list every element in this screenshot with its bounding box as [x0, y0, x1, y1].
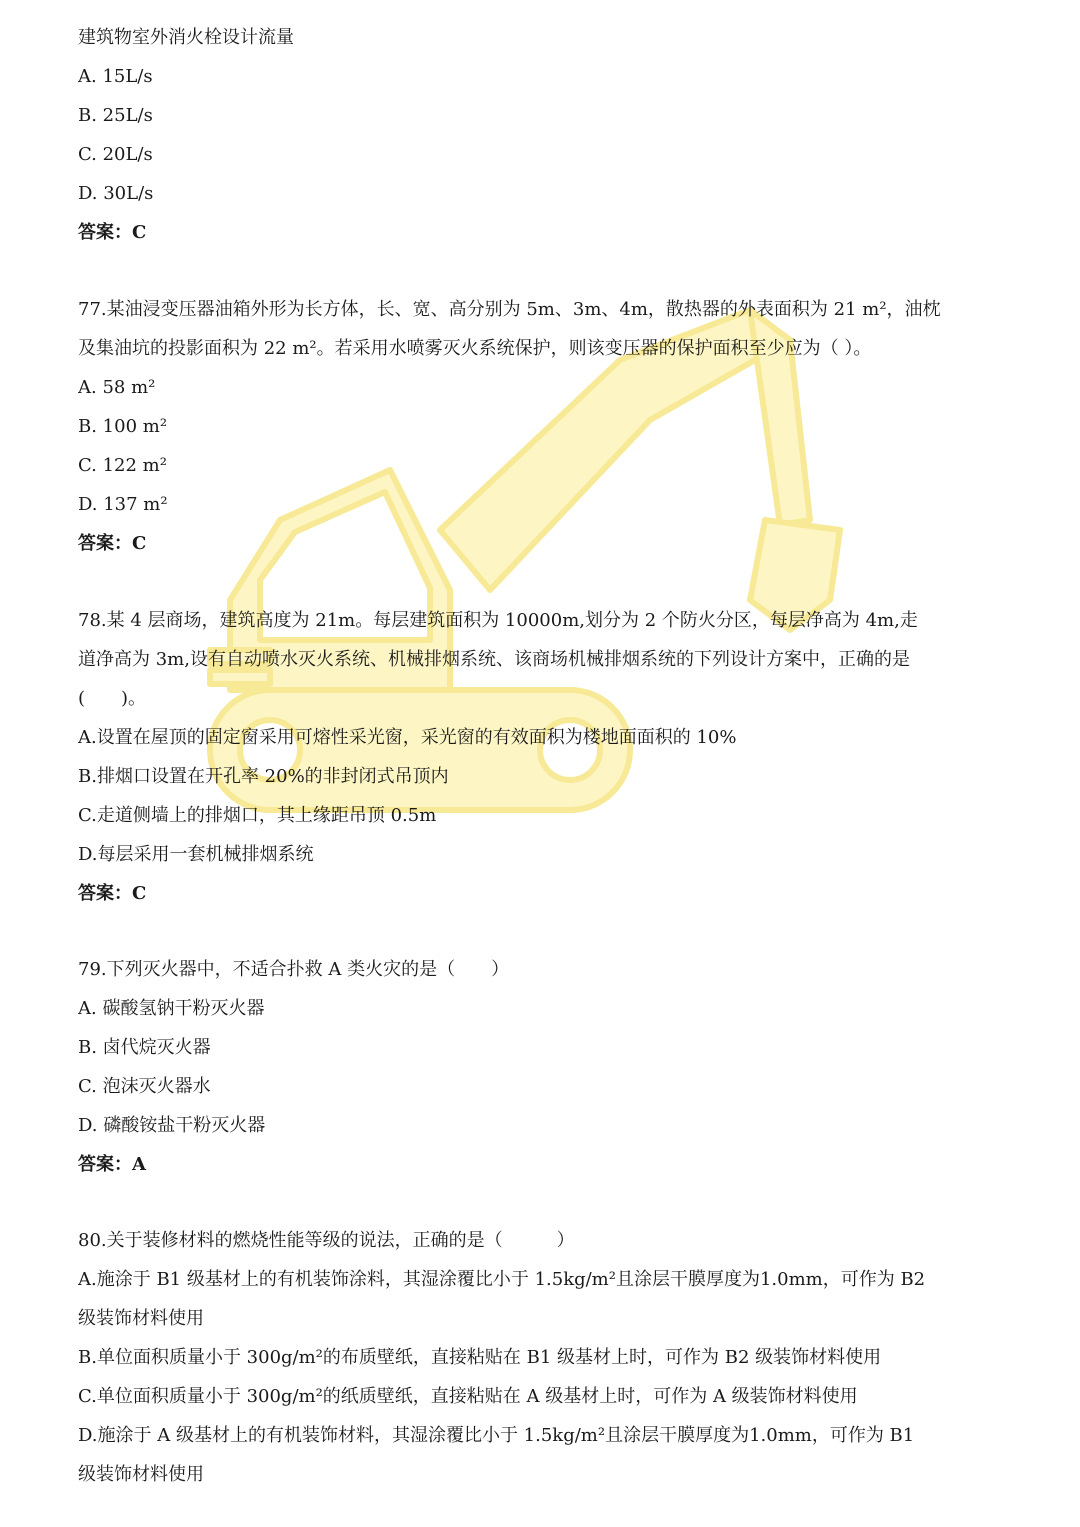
option-a: A.施涂于 B1 级基材上的有机装饰涂料，其湿涂覆比小于 1.5kg/m²且涂层干膜厚度为1.0mm，可作为 B2 — [78, 1269, 926, 1290]
answer: 答案：A — [78, 1154, 146, 1175]
question-stem: 77.某油浸变压器油箱外形为长方体，长、宽、高分别为 5m、3m、4m，散热器的外表面积为 21 m²，油枕 — [78, 299, 941, 320]
option-d: D. 137 m² — [78, 494, 168, 515]
option-a: A. 碳酸氢钠干粉灭火器 — [78, 998, 265, 1019]
question-stem: 79.下列灭火器中，不适合扑救 A 类火灾的是（ ） — [78, 959, 510, 980]
option-b: B. 25L/s — [78, 105, 153, 126]
answer: 答案：C — [78, 533, 147, 554]
option-d: D.施涂于 A 级基材上的有机装饰材料，其湿涂覆比小于 1.5kg/m²且涂层干膜厚度为1.0mm，可作为 B1 — [78, 1425, 915, 1446]
option-a: A. 15L/s — [78, 66, 153, 87]
option-b: B.排烟口设置在开孔率 20%的非封闭式吊顶内 — [78, 766, 449, 787]
question-stem: 78.某 4 层商场，建筑高度为 21m。每层建筑面积为 10000m,划分为 2 个防火分区，每层净高为 4m,走 — [78, 610, 918, 631]
option-d: D. 30L/s — [78, 183, 154, 204]
option-d: D.每层采用一套机械排烟系统 — [78, 844, 314, 865]
option-b: B. 100 m² — [78, 416, 168, 437]
option-b: B.单位面积质量小于 300g/m²的布质壁纸，直接粘贴在 B1 级基材上时，可作为 B2 级装饰材料使用 — [78, 1347, 882, 1368]
question-stem: ( )。 — [78, 688, 147, 709]
answer: 答案：C — [78, 883, 147, 904]
option-d: D. 磷酸铵盐干粉灭火器 — [78, 1115, 266, 1136]
option-b: B. 卤代烷灭火器 — [78, 1037, 211, 1058]
answer: 答案：C — [78, 222, 147, 243]
option-c: C. 泡沫灭火器水 — [78, 1076, 211, 1097]
option-c: C.单位面积质量小于 300g/m²的纸质壁纸，直接粘贴在 A 级基材上时，可作为 A 级装饰材料使用 — [78, 1386, 858, 1407]
question-stem: 道净高为 3m,设有自动喷水灭火系统、机械排烟系统、该商场机械排烟系统的下列设计方案中，正确的是 — [78, 649, 910, 670]
option-a-continued: 级装饰材料使用 — [78, 1308, 204, 1329]
option-a: A. 58 m² — [78, 377, 156, 398]
option-d-continued: 级装饰材料使用 — [78, 1464, 204, 1485]
question-stem: 建筑物室外消火栓设计流量 — [78, 27, 294, 48]
option-a: A.设置在屋顶的固定窗采用可熔性采光窗，采光窗的有效面积为楼地面面积的 10% — [78, 727, 737, 748]
question-stem: 80.关于装修材料的燃烧性能等级的说法，正确的是（ ） — [78, 1230, 575, 1251]
option-c: C. 20L/s — [78, 144, 153, 165]
option-c: C.走道侧墙上的排烟口，其上缘距吊顶 0.5m — [78, 805, 437, 826]
option-c: C. 122 m² — [78, 455, 167, 476]
question-stem: 及集油坑的投影面积为 22 m²。若采用水喷雾灭火系统保护，则该变压器的保护面积至少应为（ ）。 — [78, 338, 872, 359]
